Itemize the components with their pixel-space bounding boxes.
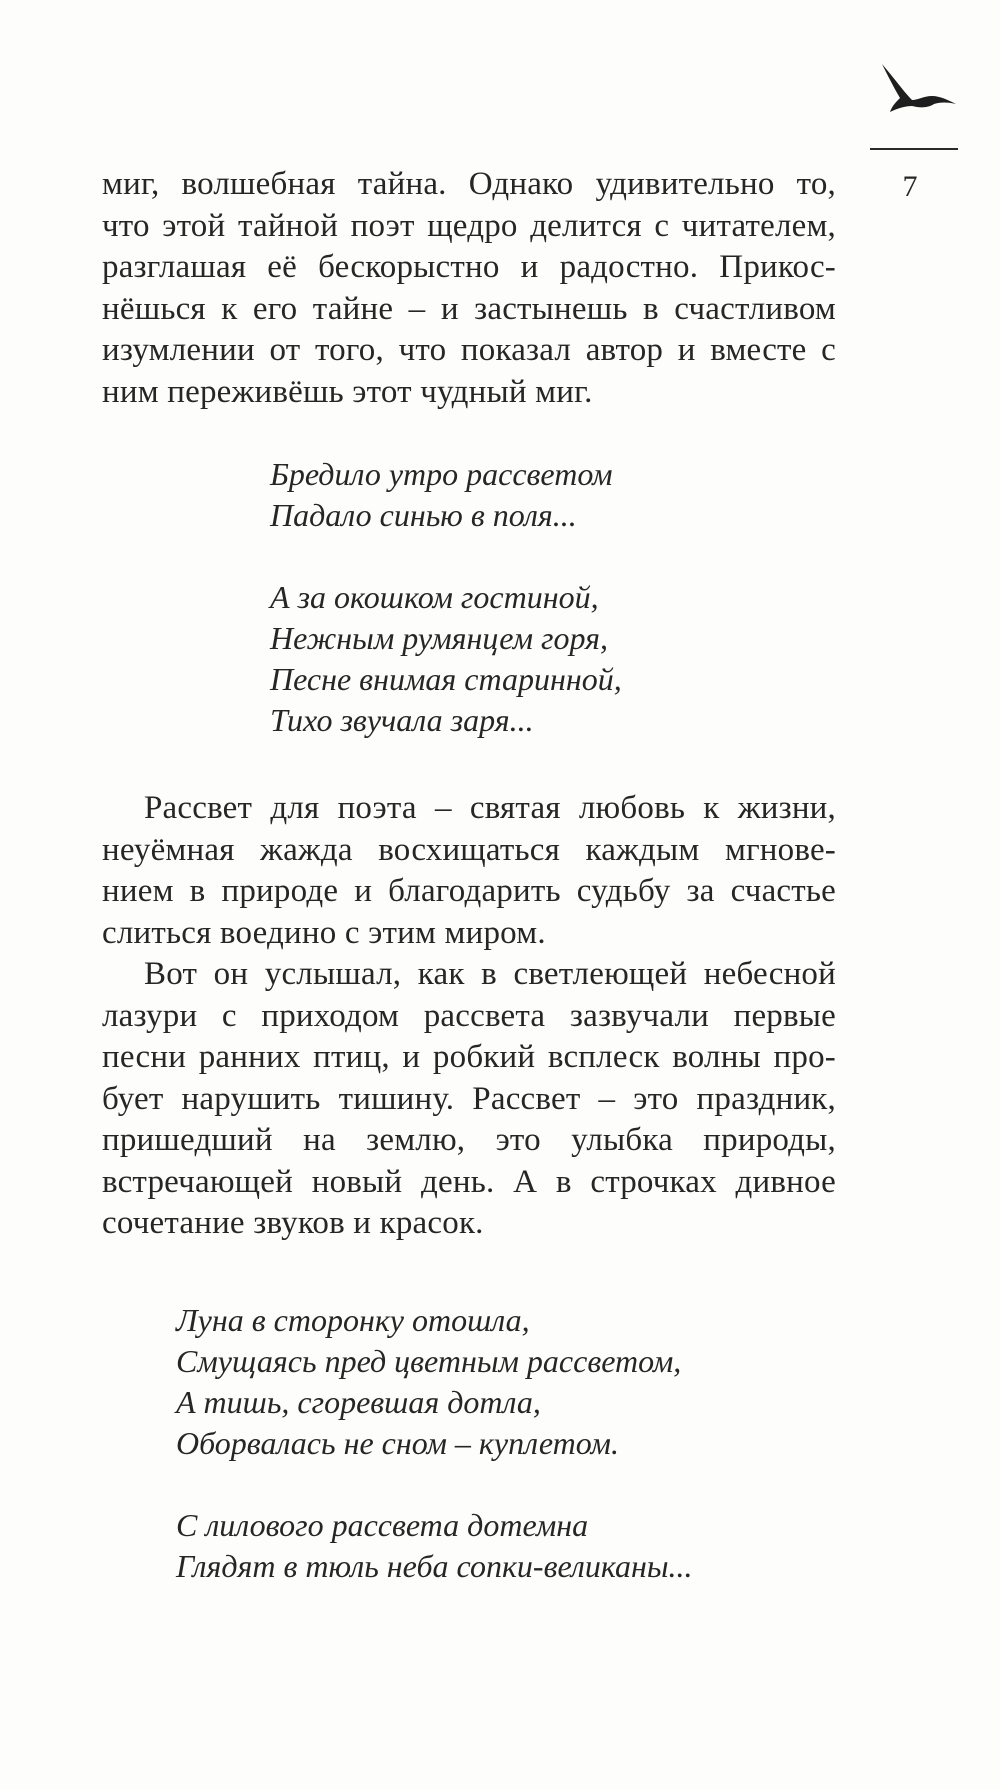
text-line: нёшься к его тайне – и застынешь в счастливом [102,290,836,327]
poem-line: А за окошком гостиной, [270,579,599,615]
text-line: песни ранних птиц, и робкий всплеск волны про- [102,1039,836,1075]
poem-line: Нежным румянцем горя, [270,620,608,656]
text-line: неуёмная жажда восхищаться каждым мгнове- [102,831,836,868]
text-line: Рассвет для поэта – святая любовь к жизни, [144,790,836,826]
text-line: встречающей новый день. А в строчках дивное [102,1163,836,1200]
poem-line: Оборвалась не сном – куплетом. [176,1425,619,1461]
poem-line: С лилового рассвета дотемна [176,1507,589,1543]
prose-paragraph-1 [102,164,836,413]
text-line: ним переживёшь этот чудный миг. [102,373,593,410]
text-line: пришедший на землю, это улыбка природы, [102,1122,836,1158]
text-line: что этой тайной поэт щедро делится с читателем, [102,207,836,244]
page-number: 7 [902,170,918,203]
poem-line: Песне внимая старинной, [270,661,622,697]
poem-line: А тишь, сгоревшая дотла, [176,1384,541,1420]
text-line: бует нарушить тишину. Рассвет – это праздник, [102,1080,836,1117]
poem-line: Бредило утро рассветом [270,456,613,492]
poem-excerpt-1 [270,454,622,741]
prose-paragraph-3 [102,954,836,1245]
poem-line: Падало синью в поля... [270,497,577,533]
bird-flying-icon [880,62,958,130]
text-line: нием в природе и благодарить судьбу за счастье [102,873,836,909]
text-line: слиться воедино с этим миром. [102,914,546,951]
text-line: сочетание звуков и красок. [102,1205,484,1241]
header-rule [870,148,958,150]
text-line: разглашая её бескорыстно и радостно. Прикос- [102,249,836,285]
poem-line: Тихо звучала заря... [270,702,534,738]
poem-excerpt-2 [176,1300,693,1587]
prose-paragraph-2 [102,788,836,954]
poem-line: Луна в сторонку отошла, [176,1302,530,1338]
text-line: миг, волшебная тайна. Однако удивительно то, [102,166,836,202]
poem-line: Глядят в тюль неба сопки-великаны... [176,1548,693,1584]
poem-line: Смущаясь пред цветным рассветом, [176,1343,682,1379]
text-line: лазури с приходом рассвета зазвучали первые [102,997,836,1034]
text-line: Вот он услышал, как в светлеющей небесной [144,956,836,992]
text-line: изумлении от того, что показал автор и вместе с [102,332,836,368]
